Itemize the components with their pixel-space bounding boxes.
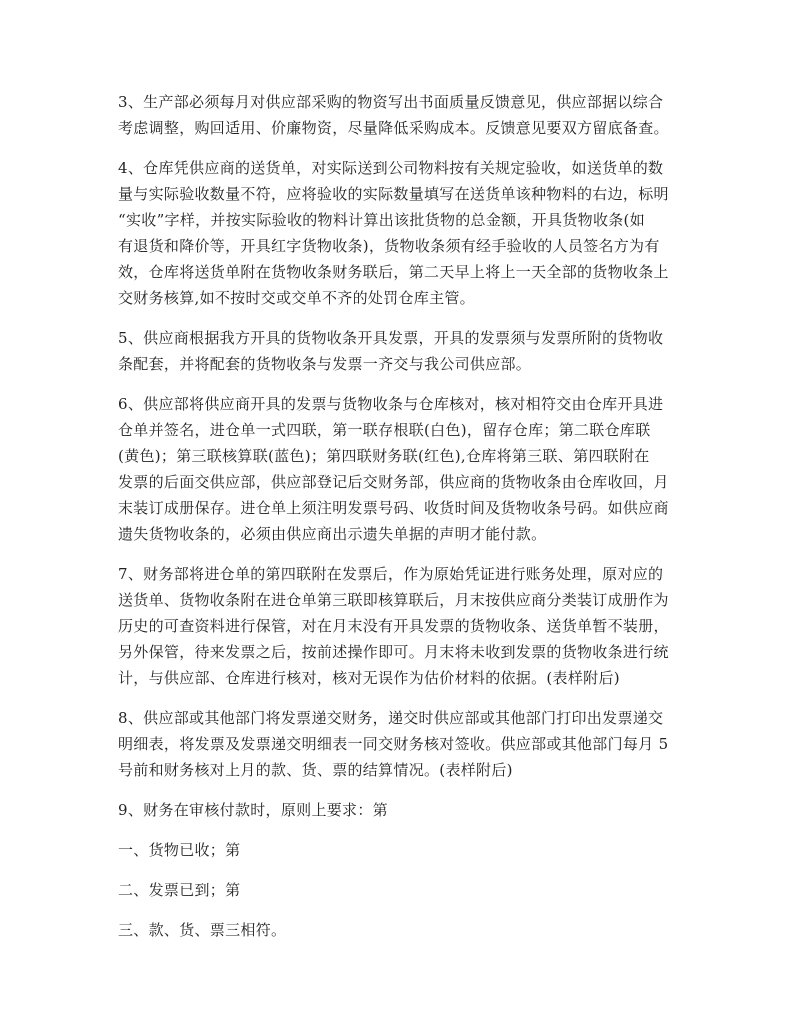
paragraph-3: 3、生产部必须每月对供应部采购的物资写出书面质量反馈意见，供应部据以综合 考虑调整，购回适用、价廉物资，尽量降低采购成本。反馈意见要双方留底备查。 xyxy=(118,93,669,137)
paragraph-8: 8、供应部或其他部门将发票递交财务，递交时供应部或其他部门打印出发票递交 明细表，将发票及发票递交明细表一同交财务核对签收。供应部或其他部门每月 5 号前和财务核对上月的款、货、票的结算情况。(表样附后) xyxy=(118,709,669,779)
list-item-three-match: 三、款、货、票三相符。 xyxy=(118,921,287,939)
list-item-invoice-arrived: 二、发票已到；第 xyxy=(118,881,241,899)
paragraph-6: 6、供应部将供应商开具的发票与货物收条与仓库核对，核对相符交由仓库开具进 仓单并签名，进仓单一式四联，第一联存根联(白色)，留存仓库；第二联仓库联 (黄色)；第三联核算联(蓝色)；第四联财务联(红色),仓库将第三联、第四联附在 发票的后面交供应部，供应部登记后交财务部，供应商的货物收条由仓库收回，月 末装订成册保存。进仓单上须注明发票号码、收货时间及货物收条号码。如供应商 遗失货物收条的，必须由供应商出示遗失单据的声明才能付款。 xyxy=(118,395,669,543)
paragraph-4: 4、仓库凭供应商的送货单，对实际送到公司物料按有关规定验收，如送货单的数 量与实际验收数量不符，应将验收的实际数量填写在送货单该种物料的右边，标明 “实收”字样，并按实际验收的物料计算出该批货物的总金额，开具货物收条(如 有退货和降价等，开具红字货物收条)，货物收条须有经手验收的人员签名方为有 效，仓库将送货单附在货物收条财务联后，第二天早上将上一天全部的货物收条上 交财务核算,如不按时交或交单不齐的处罚仓库主管。 xyxy=(118,159,669,307)
list-item-goods-received: 一、货物已收；第 xyxy=(118,841,241,859)
paragraph-9: 9、财务在审核付款时，原则上要求：第 xyxy=(118,801,388,819)
paragraph-7: 7、财务部将进仓单的第四联附在发票后，作为原始凭证进行账务处理，原对应的 送货单、货物收条附在进仓单第三联即核算联后，月末按供应商分类装订成册作为 历史的可查资料进行保管，对在月末没有开具发票的货物收条、送货单暂不装册， 另外保管，待来发票之后，按前述操作即可。月末将未收到发票的货物收条进行统 计，与供应部、仓库进行核对，核对无误作为估价材料的依据。(表样附后) xyxy=(118,565,669,687)
paragraph-5: 5、供应商根据我方开具的货物收条开具发票，开具的发票须与发票所附的货物收 条配套，并将配套的货物收条与发票一齐交与我公司供应部。 xyxy=(118,329,664,373)
